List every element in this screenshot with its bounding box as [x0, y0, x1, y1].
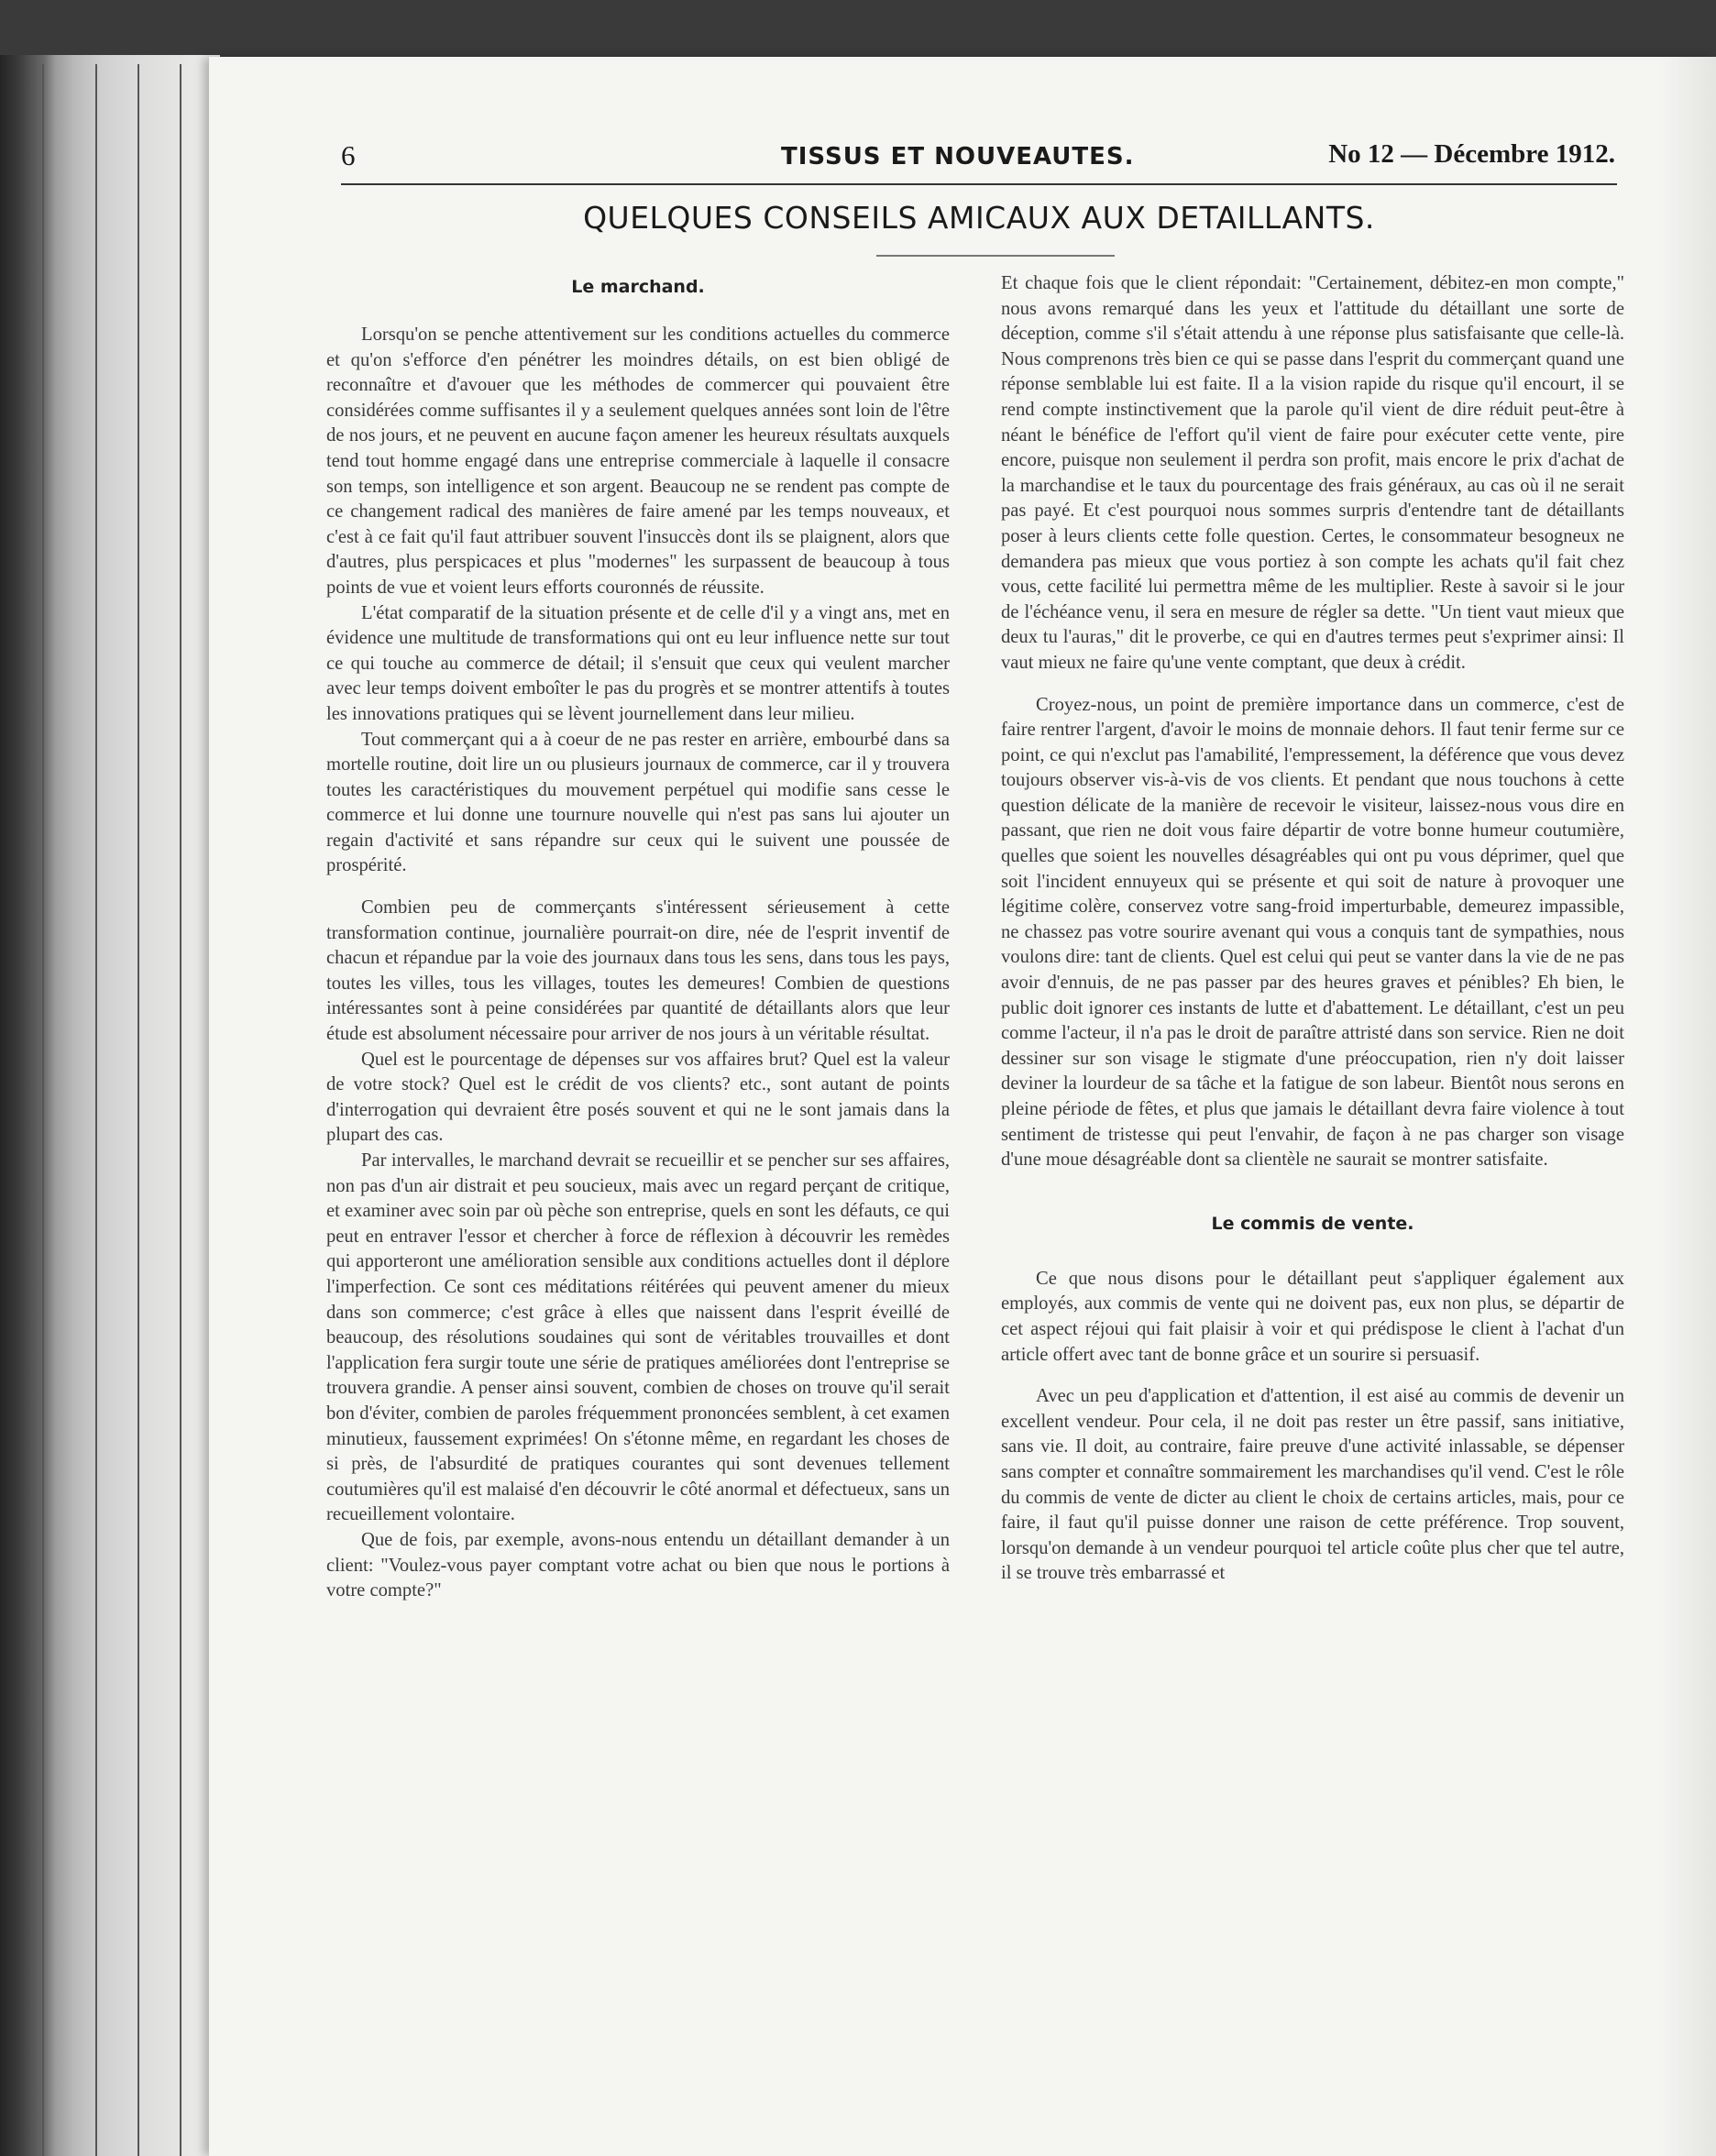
page-edge-line: [180, 64, 182, 2156]
paragraph: Avec un peu d'application et d'attention, il est aisé au commis de devenir un excellent vendeur. Pour cela, il ne doit pas rester un être passif, sans initiative, sans vie. Il doit, au contraire, faire preuve d'une activité inlassable, se dépenser sans compter et connaître sommairement les marchandises qu'il vend. C'est le rôle du commis de vente de dicter au client le choix de certains articles, mais, pour ce faire, il faut qu'il puisse donner une raison de cette préférence. Trop souvent, lorsqu'on demande à un vendeur pourquoi tel article coûte plus cher que tel autre, il se trouve très embarrassé et: [1001, 1386, 1624, 1584]
page-number: 6: [341, 139, 356, 171]
magazine-title: TISSUS ET NOUVEAUTES.: [781, 143, 1135, 170]
paragraph: Croyez-nous, un point de première importance dans un commerce, c'est de faire rentrer l'argent, d'avoir le moins de monnaie dehors. Il faut tenir ferme sur ce point, ce qui n'exclut pas l'amabilité, l'empressement, la déférence que vous devez toujours observer vis-à-vis de vos clients. Et pendant que nous touchons à cette question délicate de la manière de recevoir le visiteur, laissez-nous vous dire en passant, que rien ne doit vous faire départir de votre bonne humeur coutumière, quelles que soient les nouvelles désagréables qui ont pu vous déprimer, quel que soit l'incident ennuyeux qui se présente et qui soit de nature à provoquer une légitime colère, conservez votre sang-froid imperturbable, demeurez impassible, ne chassez pas votre sourire avenant qui vous a conquis tant de sympathies, nous voulons dire: tant de clients. Quel est celui qui peut se vanter dans la vie de ne pas avoir d'ennuis, de ne pas passer par des heures graves et pénibles? Eh bien, le public doit ignorer ces instants de lutte et d'abattement. Le détaillant, c'est un peu comme l'acteur, il n'a pas le droit de paraître attristé dans son service. Rien ne doit dessiner sur son visage le stigmate d'une préoccupation, rien n'y doit laisser deviner la lourdeur de sa tâche et la fatigue de son labeur. Bientôt nous serons en pleine période de fêtes, et plus que jamais le détaillant devra faire violence à tout sentiment de tristesse qui peut l'envahir, de façon à ne pas charger son visage d'une moue désagréable dont sa clientèle ne saurait se montrer satisfaite.: [1001, 694, 1624, 1171]
section-heading-commis: Le commis de vente.: [1211, 1213, 1414, 1234]
paragraph: Combien peu de commerçants s'intéressent sérieusement à cette transformation continue, journalière pourrait-on dire, née de l'esprit inventif de chacun et répandue par la voie des journaux dans tous les sens, dans tous les pays, toutes les villes, tous les villages, toutes les demeures! Combien de questions intéressantes sont à peine considérées par quantité de détaillants alors que leur étude est absolument nécessaire pour arriver de nos jours à un véritable résultat.: [326, 897, 950, 1045]
title-rule: [876, 255, 1115, 257]
paragraph: Lorsqu'on se penche attentivement sur les conditions actuelles du commerce et qu'on s'efforce d'en pénétrer les moindres détails, on est bien obligé de reconnaître et d'avouer que les méthodes de commercer qui pouvaient être considérées comme suffisantes il y a seulement quelques années sont loin de l'être de nos jours, et ne peuvent en aucune façon amener les heureux résultats auxquels tend tout homme engagé dans une entreprise commerciale à laquelle il consacre son temps, son intelligence et son argent. Beaucoup ne se rendent pas compte de ce changement radical des manières de faire amené par les temps nouveaux, et c'est à ce fait qu'il faut attribuer souvent l'insuccès dont ils se plaignent, alors que d'autres, plus perspicaces et plus "modernes" les surpassent de beaucoup à tous points de vue et voient leurs efforts couronnés de réussite.: [326, 324, 950, 598]
page-edge-line: [138, 64, 139, 2156]
header-rule: [341, 183, 1617, 185]
page-edge-line: [42, 64, 44, 2156]
scan-background: [0, 0, 1716, 64]
paragraph: Et chaque fois que le client répondait: "Certainement, débitez-en mon compte," nous avons remarqué dans les yeux et l'attitude du détaillant une sorte de déception, comme s'il s'était attendu à une réponse plus satisfaisante que celle-là. Nous comprenons très bien ce qui se passe dans l'esprit du commerçant quand une réponse semblable lui est faite. Il a la vision rapide du risque qu'il encourt, il se rend compte instinctivement que la parole qu'il vient de dire réduit peut-être à néant le bénéfice de l'effort qu'il vient de faire pour exécuter cette vente, pire encore, puisque non seulement il perdra son profit, mais encore le prix d'achat de la marchandise et le taux du pourcentage des frais généraux, au cas où il ne serait pas payé. Et c'est pourquoi nous sommes surpris d'entendre tant de détaillants poser à leurs clients cette folle question. Certes, le consommateur besogneux ne demandera pas mieux que vous portiez à son compte les achats qu'il fait chez vous, cette facilité lui permettra même de les multiplier. Reste à savoir si le jour de l'échéance venu, il sera en mesure de régler sa dette. "Un tient vaut mieux que deux tu l'auras," dit le proverbe, ce qui en d'autres termes peut s'exprimer ainsi: Il vaut mieux ne faire qu'une vente comptant, que deux à crédit.: [1001, 273, 1624, 673]
article-title: QUELQUES CONSEILS AMICAUX AUX DETAILLANTS.: [583, 200, 1375, 236]
right-column: [1001, 271, 1624, 1587]
page-right-edge: [1657, 57, 1716, 2156]
running-header: [341, 138, 1615, 180]
left-column: [326, 271, 950, 1604]
issue-number: No 12 — Décembre 1912.: [1328, 139, 1615, 169]
book-page-edges: [0, 55, 220, 2156]
paragraph: Quel est le pourcentage de dépenses sur vos affaires brut? Quel est la valeur de votre stock? Quel est le crédit de vos clients? etc., sont autant de points d'interrogation qui devraient être posés souvent et qui ne le sont jamais dans la plupart des cas.: [326, 1049, 950, 1146]
paragraph: Tout commerçant qui a à coeur de ne pas rester en arrière, embourbé dans sa mortelle routine, doit lire un ou plusieurs journaux de commerce, car il y trouvera toutes les caractéristiques du mouvement perpétuel qui modifie sans cesse le commerce et lui donne une tournure nouvelle qui n'est pas sans lui ajouter un regain d'activité et sans répandre sur ceux qui le suivent une poussée de prospérité.: [326, 729, 950, 876]
paragraph: L'état comparatif de la situation présente et de celle d'il y a vingt ans, met en évidence une multitude de transformations qui ont eu leur influence nette sur tout ce qui touche au commerce de détail; il s'ensuit que ceux qui veulent marcher avec leur temps doivent emboîter le pas du progrès et se montrer attentifs à toutes les innovations pratiques qui se lèvent journellement dans leur milieu.: [326, 602, 950, 724]
section-heading-marchand: Le marchand.: [571, 277, 705, 297]
paragraph: Que de fois, par exemple, avons-nous entendu un détaillant demander à un client: "Voulez-vous payer comptant votre achat ou bien que nous le portions à votre compte?": [326, 1529, 950, 1601]
page-edge-line: [95, 64, 97, 2156]
paragraph: Par intervalles, le marchand devrait se recueillir et se pencher sur ses affaires, non pas d'un air distrait et peu soucieux, mais avec un regard perçant de critique, et examiner avec soin par où pèche son entreprise, quels en sont les défauts, ce qui peut en entraver l'essor et chercher à force de réflexion à découvrir les remèdes qui apporteront une amélioration sensible aux conditions actuelles dont il déplore l'imperfection. Ce sont ces méditations réitérées qui peuvent amener du mieux dans son commerce; c'est grâce à elles que naissent dans l'esprit éveillé de beaucoup, des résolutions soudaines qui sont de véritables trouvailles et dont l'application fera surgir toute une série de pratiques améliorées dont l'entreprise se trouvera grandie. A penser ainsi souvent, combien de choses on trouve qu'il serait bon d'éviter, combien de paroles fréquemment prononcées semblent, à cet examen minutieux, faussement exprimées! On s'étonne même, en regardant les choses de si près, de l'absurdité de pratiques courantes qui sont devenues tellement coutumières qu'il est malaisé d'en découvrir le côté anormal et défectueux, sans un recueillement volontaire.: [326, 1150, 950, 1525]
paragraph: Ce que nous disons pour le détaillant peut s'appliquer également aux employés, aux commis de vente qui ne doivent pas, eux non plus, se départir de cet aspect réjoui qui fait plaisir à voir et qui prédispose le client à l'achat d'un article offert avec tant de bonne grâce et un sourire si persuasif.: [1001, 1268, 1624, 1365]
